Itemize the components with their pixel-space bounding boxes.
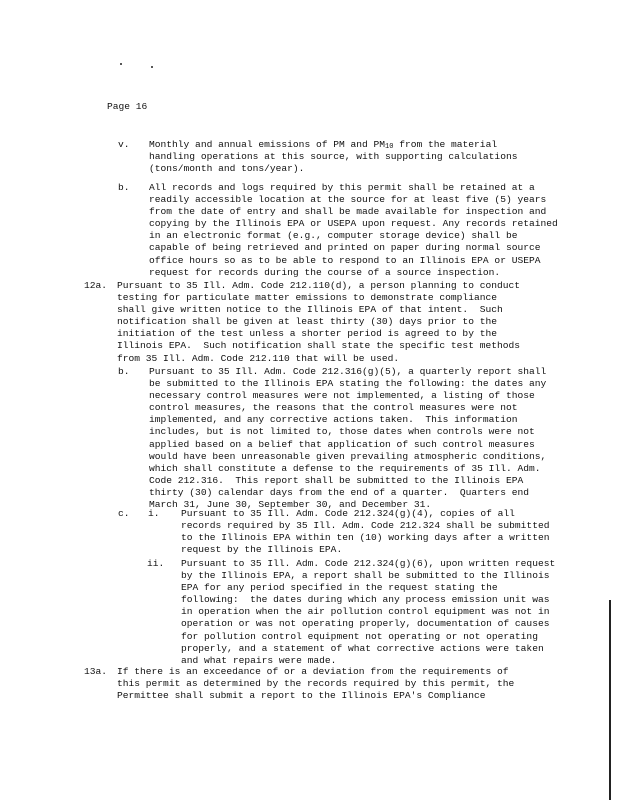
text-line: If there is an exceedance of or a deviation from the requirements of xyxy=(117,666,509,677)
text-line: capable of being retrieved and printed on paper during normal source xyxy=(149,242,541,254)
text-line: includes, but is not limited to, those dates when controls were not xyxy=(149,426,535,438)
text-line: Pursuant to 35 Ill. Adm. Code 212.110(d), a person planning to conduct xyxy=(117,280,521,291)
text-line: copying by the Illinois EPA or USEPA upon request. Any records retained xyxy=(149,218,558,230)
scan-edge-line xyxy=(609,600,611,800)
item-sublabel: ii. xyxy=(147,558,165,569)
text-line: Pursuant to 35 Ill. Adm. Code 212.316(g)(5), a quarterly report shall xyxy=(149,366,547,377)
text-line: control measures, the reasons that the control measures were not xyxy=(149,402,518,414)
text-line: in an electronic format (e.g., computer storage device) shall be xyxy=(149,230,518,242)
item-label: v. xyxy=(118,139,130,150)
text-line: readily accessible location at the source for at least five (5) years xyxy=(149,194,547,206)
text-line: request by the Illinois EPA. xyxy=(181,544,343,556)
scan-speck xyxy=(151,66,153,68)
text-line: from 35 Ill. Adm. Code 212.110 that will be used. xyxy=(117,352,400,364)
text-line: March 31, June 30, September 30, and December 31. xyxy=(149,499,432,511)
text-line: necessary control measures were not implemented, a listing of those xyxy=(149,390,535,402)
text-line: Illinois EPA. Such notification shall state the specific test methods xyxy=(117,340,521,352)
text-line: applied based on a belief that application of such control measures xyxy=(149,438,535,450)
scan-speck xyxy=(120,63,122,65)
text-line: All records and logs required by this permit shall be retained at a xyxy=(149,182,535,193)
paragraph xyxy=(181,508,549,556)
paragraph xyxy=(149,366,546,511)
text-line: testing for particulate matter emissions to demonstrate compliance xyxy=(117,292,497,304)
text-line: thirty (30) calendar days from the end of a quarter. Quarters end xyxy=(149,486,529,498)
item-label: c. xyxy=(118,508,130,519)
text-line: Pursuant to 35 Ill. Adm. Code 212.324(g)(4), copies of all xyxy=(181,508,515,519)
text-line: for pollution control equipment not operating or not operating xyxy=(181,630,538,642)
text-line: to the Illinois EPA within ten (10) working days after a written xyxy=(181,532,550,544)
text-line: by the Illinois EPA, a report shall be submitted to the Illinois xyxy=(181,570,550,582)
text-line: initiation of the test unless a shorter period is agreed to by the xyxy=(117,328,497,340)
item-label: b. xyxy=(118,182,130,193)
text-line: this permit as determined by the records required by this permit, the xyxy=(117,678,515,690)
page-header: Page 16 xyxy=(107,101,148,112)
text-line: which shall constitute a defense to the requirements of 35 Ill. Adm. xyxy=(149,462,541,474)
text-line: and what repairs were made. xyxy=(181,654,337,666)
text-line: in operation when the air pollution control equipment was not in xyxy=(181,606,550,618)
text-line: EPA for any period specified in the request stating the xyxy=(181,582,498,594)
text-line: notification shall be given at least thirty (30) days prior to the xyxy=(117,316,497,328)
text-line: implemented, and any corrective actions taken. This information xyxy=(149,414,518,426)
text-line: following: the dates during which any process emission unit was xyxy=(181,594,550,606)
paragraph xyxy=(149,139,517,175)
text-line: Code 212.316. This report shall be submitted to the Illinois EPA xyxy=(149,474,524,486)
text-line: Pursuant to 35 Ill. Adm. Code 212.324(g)(6), upon written request xyxy=(181,558,556,569)
text-line: properly, and a statement of what corrective actions were taken xyxy=(181,642,544,654)
text-line: office hours so as to be able to respond to an Illinois EPA or USEPA xyxy=(149,254,541,266)
item-label: 13a. xyxy=(84,666,108,677)
text-line: records required by 35 Ill. Adm. Code 212.324 shall be submitted xyxy=(181,520,550,532)
text-line: from the date of entry and shall be made available for inspection and xyxy=(149,206,547,218)
item-label: b. xyxy=(118,366,130,377)
paragraph xyxy=(149,182,558,279)
text-line: would have been unreasonable given prevailing atmospheric conditions, xyxy=(149,450,547,462)
paragraph xyxy=(181,558,555,667)
text-line: be submitted to the Illinois EPA stating the following: the dates any xyxy=(149,378,547,390)
text-line: shall give written notice to the Illinois EPA of that intent. Such xyxy=(117,304,503,316)
text-line: Monthly and annual emissions of PM and $PM_{10}$ from the material xyxy=(149,139,498,151)
text-line: Permittee shall submit a report to the Illinois EPA's Compliance xyxy=(117,690,486,702)
item-label: 12a. xyxy=(84,280,108,291)
text-line: operation or was not operating properly, documentation of causes xyxy=(181,618,550,630)
text-line: request for records during the course of a source inspection. xyxy=(149,266,501,278)
text-line: (tons/month and tons/year). xyxy=(149,163,305,175)
paragraph xyxy=(117,666,514,702)
item-sublabel: i. xyxy=(148,508,160,519)
paragraph xyxy=(117,280,520,365)
text-line: handling operations at this source, with supporting calculations xyxy=(149,151,518,163)
